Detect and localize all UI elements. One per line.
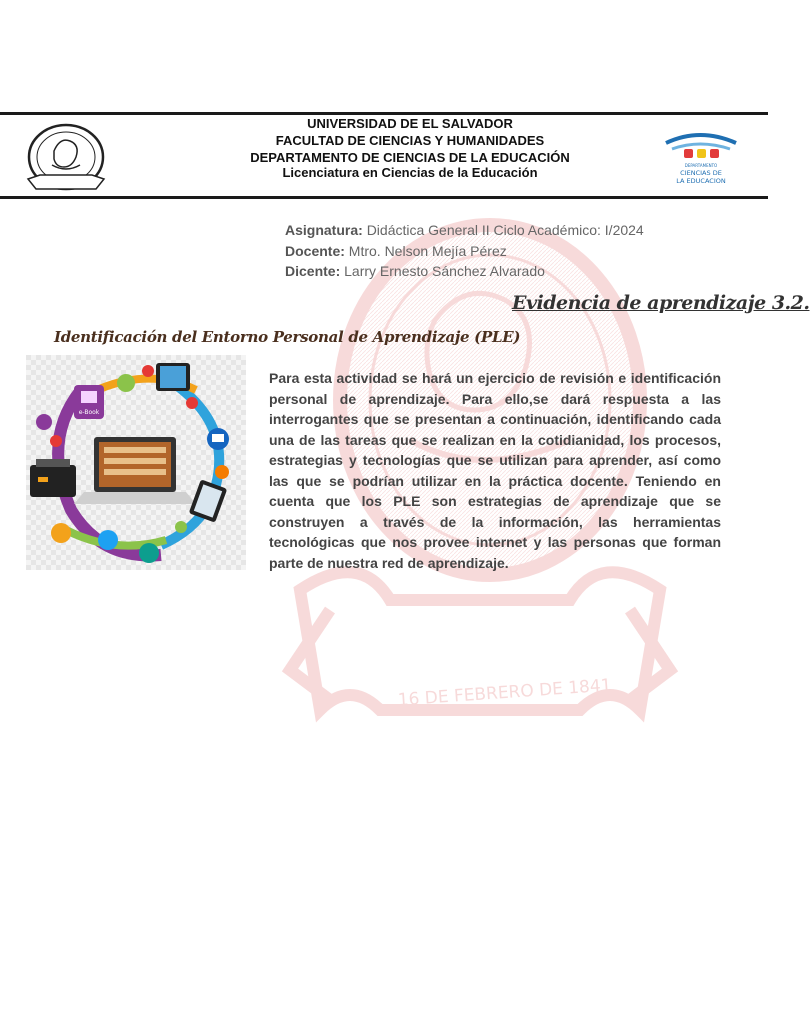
music-icon bbox=[51, 523, 71, 543]
university-seal-logo bbox=[24, 121, 108, 193]
tablet-icon bbox=[156, 363, 190, 391]
subject-label: Asignatura: bbox=[285, 222, 363, 238]
activity-paragraph: Para esta actividad se hará un ejercicio de revisión e identificación personal de aprendizaje. Para ello,se dará respuesta a las interrogantes que se presentan a continuación, identificando cada una de las tareas que se realizan en la cotidianidad, los procesos, estrategias y tecnologías que se utilizan para aprender, así como las que se podrían utilizar en la práctica docente. Teniendo en cuenta que los PLE son estrategias de aprendizaje que se construyen a través de la información, las herramientas tecnológicas que nos provee internet y las personas que forman parte de nuestra red de aprendizaje. bbox=[269, 370, 721, 571]
university-name: UNIVERSIDAD DE EL SALVADOR bbox=[307, 116, 513, 131]
chat-icon bbox=[117, 374, 135, 392]
heart-icon bbox=[50, 435, 62, 447]
user-icon bbox=[139, 543, 159, 563]
program-name: Licenciatura en Ciencias de la Educación bbox=[282, 165, 538, 180]
faculty-name: FACULTAD DE CIENCIAS Y HUMANIDADES bbox=[275, 133, 545, 148]
evidence-title: Evidencia de aprendizaje 3.2. bbox=[512, 292, 810, 314]
department-logo bbox=[660, 125, 742, 187]
document-icon bbox=[186, 397, 198, 409]
teacher-value: Mtro. Nelson Mejía Pérez bbox=[348, 243, 507, 259]
ebook-label: e-Book bbox=[78, 409, 100, 416]
ple-illustration bbox=[26, 355, 246, 570]
watermark-ribbon-text: 16 DE FEBRERO DE 1841 bbox=[397, 675, 613, 711]
student-label: Dicente: bbox=[285, 263, 341, 279]
printer-icon bbox=[30, 459, 76, 497]
dept-logo-line1: CIENCIAS DE bbox=[680, 169, 722, 177]
record-icon bbox=[142, 365, 154, 377]
department-name: DEPARTAMENTO DE CIENCIAS DE LA EDUCACIÓN bbox=[250, 150, 570, 165]
teacher-label: Docente: bbox=[285, 243, 345, 259]
dept-logo-line2: LA EDUCACION bbox=[676, 177, 726, 185]
twitter-icon bbox=[98, 530, 118, 550]
subject-line bbox=[285, 222, 644, 238]
mail-icon bbox=[36, 414, 52, 430]
rss-icon bbox=[215, 465, 229, 479]
student-line bbox=[285, 263, 545, 279]
student-value: Larry Ernesto Sánchez Alvarado bbox=[344, 263, 545, 279]
section-title: Identificación del Entorno Personal de Aprendizaje (PLE) bbox=[54, 328, 521, 346]
ebook-icon bbox=[74, 385, 104, 419]
subject-value: Didáctica General II Ciclo Académico: I/2024 bbox=[366, 222, 644, 238]
header-bottom-rule bbox=[0, 196, 768, 199]
teacher-line bbox=[285, 243, 507, 259]
lock-icon bbox=[175, 521, 187, 533]
dept-logo-small-text: DEPARTAMENTO bbox=[684, 163, 718, 168]
